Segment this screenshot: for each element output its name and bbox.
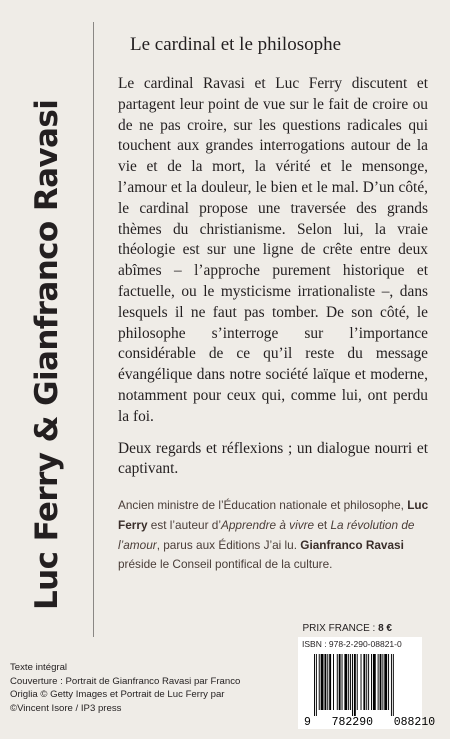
barcode-bar bbox=[324, 654, 326, 710]
barcode-bar bbox=[344, 654, 347, 710]
barcode-bar bbox=[357, 654, 358, 710]
barcode-bar bbox=[329, 654, 331, 710]
blurb-paragraph-2: Deux regards et réflexions ; un dialogue nourri et captivant. bbox=[118, 439, 428, 478]
barcode-bar bbox=[368, 654, 369, 710]
barcode-bar bbox=[327, 654, 328, 710]
blurb-paragraph-1: Le cardinal Ravasi et Luc Ferry discutent et partagent leur point de vue sur le fait de croire ou de ne pas croire, sur les questions radicales qui touchent aux grandes interrogations autour de la vie et de la mort, la vérité et le mensonge, l’amour et la douleur, le bien et le mal. D’un côté, le cardinal propose une traversée des grands thèmes du christianisme. Selon lui, la vraie théologie est sur une ligne de crête entre deux abîmes – l’approche purement historique et factuelle, ou le mysticisme irrationaliste –, dans lesquels il ne faut pas tomber. De son côté, le philosophe s’interroge sur l’importance considérable de ce qu’il reste du message évangélique dans notre société laïque et moderne, notamment pour ceux qui, comme lui, ont perdu la foi. bbox=[118, 75, 428, 425]
credits-line-1: Texte intégral bbox=[10, 662, 68, 673]
barcode-bar bbox=[316, 654, 317, 716]
credits-line-2: Couverture : Portrait de Gianfranco Ravasi par Franco Origlia © Getty Images et Portrait de Luc Ferry par ©Vincent Isore / IP3 press bbox=[10, 675, 241, 714]
book-title: Le cardinal et le philosophe bbox=[130, 34, 342, 55]
bio-text: , parus aux Éditions J’ai lu. bbox=[156, 537, 301, 552]
bio-text: Ancien ministre de l’Éducation nationale et philosophe, bbox=[118, 498, 408, 512]
barcode-bar bbox=[348, 654, 349, 710]
bio-text: et bbox=[314, 517, 331, 532]
barcode-bar bbox=[352, 654, 353, 716]
barcode-bar bbox=[380, 654, 382, 710]
barcode-bar bbox=[337, 654, 338, 710]
barcode-bar bbox=[339, 654, 341, 710]
credits bbox=[10, 661, 250, 715]
blurb bbox=[118, 74, 428, 491]
barcode-bar bbox=[333, 654, 334, 710]
barcode-bar bbox=[382, 654, 383, 710]
isbn-label: ISBN : 978-2-290-08821-0 bbox=[302, 639, 402, 649]
price-label: PRIX FRANCE : bbox=[302, 623, 379, 634]
barcode-bar bbox=[373, 654, 376, 710]
price-value: 8 € bbox=[378, 623, 392, 634]
barcode-bar bbox=[319, 654, 320, 710]
bio-author-name: Luc Ferry bbox=[118, 498, 429, 532]
barcode-bar bbox=[391, 654, 392, 716]
bio-text: est l’auteur d’ bbox=[147, 517, 221, 532]
barcode-bar bbox=[393, 654, 394, 716]
vertical-divider bbox=[93, 22, 94, 637]
barcode-bar bbox=[350, 654, 351, 710]
barcode-bar bbox=[314, 654, 315, 716]
barcode-bar bbox=[388, 654, 389, 710]
bio-book-title: Apprendre à vivre bbox=[220, 517, 315, 532]
barcode-bar bbox=[361, 654, 362, 710]
bio-author-name: Gianfranco Ravasi bbox=[300, 537, 404, 552]
barcode-bar bbox=[321, 654, 324, 710]
barcode-bar bbox=[342, 654, 343, 710]
price bbox=[303, 623, 392, 634]
barcode-bar bbox=[363, 654, 365, 710]
barcode-bar bbox=[366, 654, 367, 710]
author-bio bbox=[118, 496, 436, 575]
barcode-digits: 9 782290 088210 bbox=[304, 716, 436, 729]
barcode-bar bbox=[371, 654, 372, 710]
barcode-bar bbox=[354, 654, 356, 716]
bio-book-title: La révolution de l’amour bbox=[118, 517, 415, 552]
barcode-bar bbox=[384, 654, 387, 710]
barcode-icon bbox=[304, 652, 436, 729]
barcode-bar bbox=[378, 654, 379, 710]
spine-authors: Luc Ferry & Gianfranco Ravasi bbox=[29, 99, 65, 610]
isbn-barcode-block bbox=[298, 637, 436, 729]
bio-text: préside le Conseil pontifical de la culture. bbox=[118, 557, 333, 572]
